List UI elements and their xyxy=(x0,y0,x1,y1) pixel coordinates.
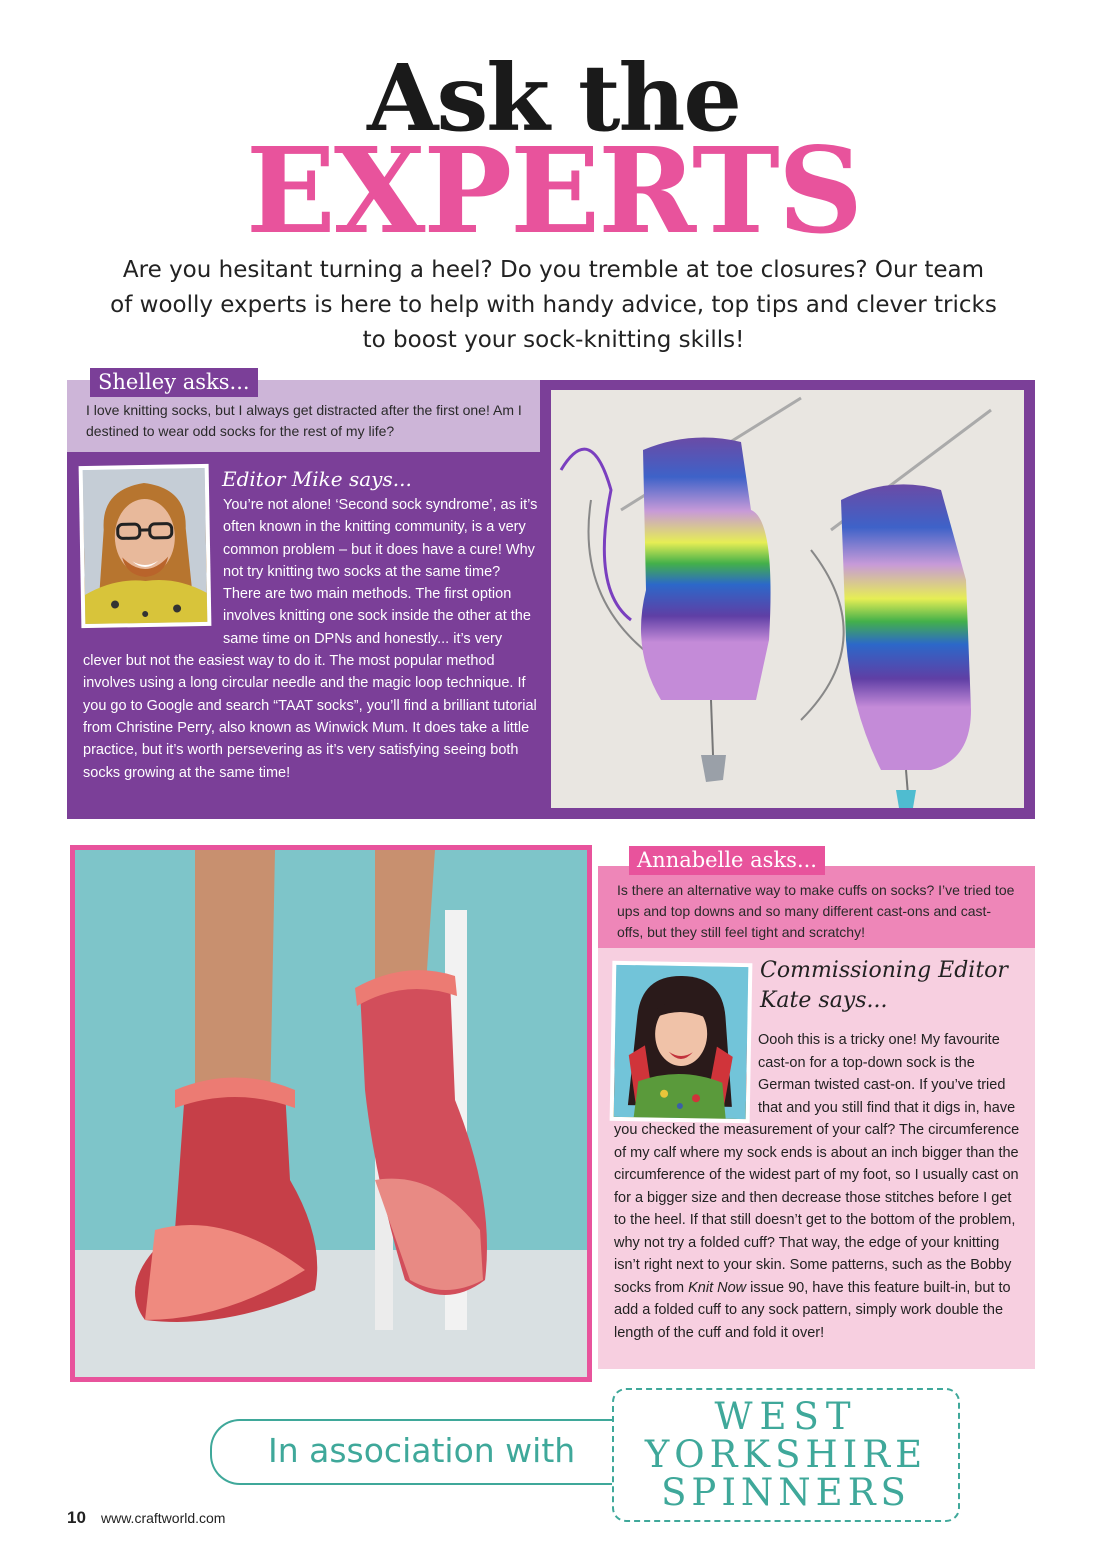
section2-asker-label: Annabelle asks... xyxy=(629,846,825,875)
logo-line-2: YORKSHIRE xyxy=(644,1433,928,1476)
section2-expert-label: Commissioning Editor Kate says... xyxy=(760,958,1008,1013)
intro-text: Are you hesitant turning a heel? Do you tremble at toe closures? Our team of woolly experts is here to help with handy advice, top tips and clever tricks to boost your sock-knitting skills! xyxy=(110,257,997,353)
section1-question: I love knitting socks, but I always get distracted after the first one! Am I destined to wear odd socks for the rest of my life? xyxy=(86,402,522,439)
section1-answer-text: You’re not alone! ‘Second sock syndrome’, as it’s often known in the knitting community, is a very common problem – but it does have a cure! Why not try knitting two socks at the same time? There are two main methods. The first option involves knitting one sock inside the other at the same time on DPNs and honestly... it’s very clever but not the easiest way to do it. The most popular method involves using a long circular needle and the magic loop technique. If you go to Google and search “TAAT socks”, you’ll find a brilliant tutorial from Christine Perry, also known as Winwick Mum. It does take a little practice, but it’s worth persevering as it’s very satisfying seeing both socks growing at the same time! xyxy=(83,497,538,781)
section1-expert-label: Editor Mike says... xyxy=(222,467,412,491)
website-url[interactable]: www.craftworld.com xyxy=(101,1510,226,1526)
association-text: In association with xyxy=(268,1431,576,1470)
title-line-2: EXPERTS xyxy=(245,121,862,260)
section2-answer xyxy=(614,1029,1024,1344)
west-yorkshire-spinners-logo xyxy=(612,1388,960,1522)
page-number: 10 xyxy=(67,1508,86,1527)
title-line-1: Ask the xyxy=(367,44,740,152)
two-socks-photo xyxy=(551,390,1024,808)
section2-answer-magazine-title: Knit Now xyxy=(688,1279,747,1296)
ruffle-socks-photo xyxy=(70,845,592,1382)
section1-asker-label: Shelley asks... xyxy=(90,368,258,397)
logo-line-1: WEST xyxy=(714,1395,858,1438)
section2-question: Is there an alternative way to make cuffs on socks? I’ve tried toe ups and top downs and so many different cast-ons and cast-offs, but they still feel tight and scratchy! xyxy=(617,882,1015,940)
logo-line-3: SPINNERS xyxy=(661,1471,911,1514)
section2-answer-text-1: Oooh this is a tricky one! My favourite cast-on for a top-down sock is the German twisted cast-on. If you’ve tried that and you still find that it digs in, have you checked the measurement of your calf? The circumference of my calf where my sock ends is about an inch bigger than the circumference of the widest part of my foot, so I usually cast on for a bigger size and then decrease those stitches before I get to the heel. If that still doesn’t get to the bottom of the problem, why not try a folded cuff? That way, the edge of your knitting isn’t right next to your skin. Some patterns, such as the Bobby socks from xyxy=(614,1032,1020,1296)
section1-answer xyxy=(83,494,538,784)
section2-answer-text-2: issue 90, have this feature built-in, but to add a folded cuff to any sock pattern, simply work double the length of the cuff and fold it over! xyxy=(614,1279,1011,1341)
